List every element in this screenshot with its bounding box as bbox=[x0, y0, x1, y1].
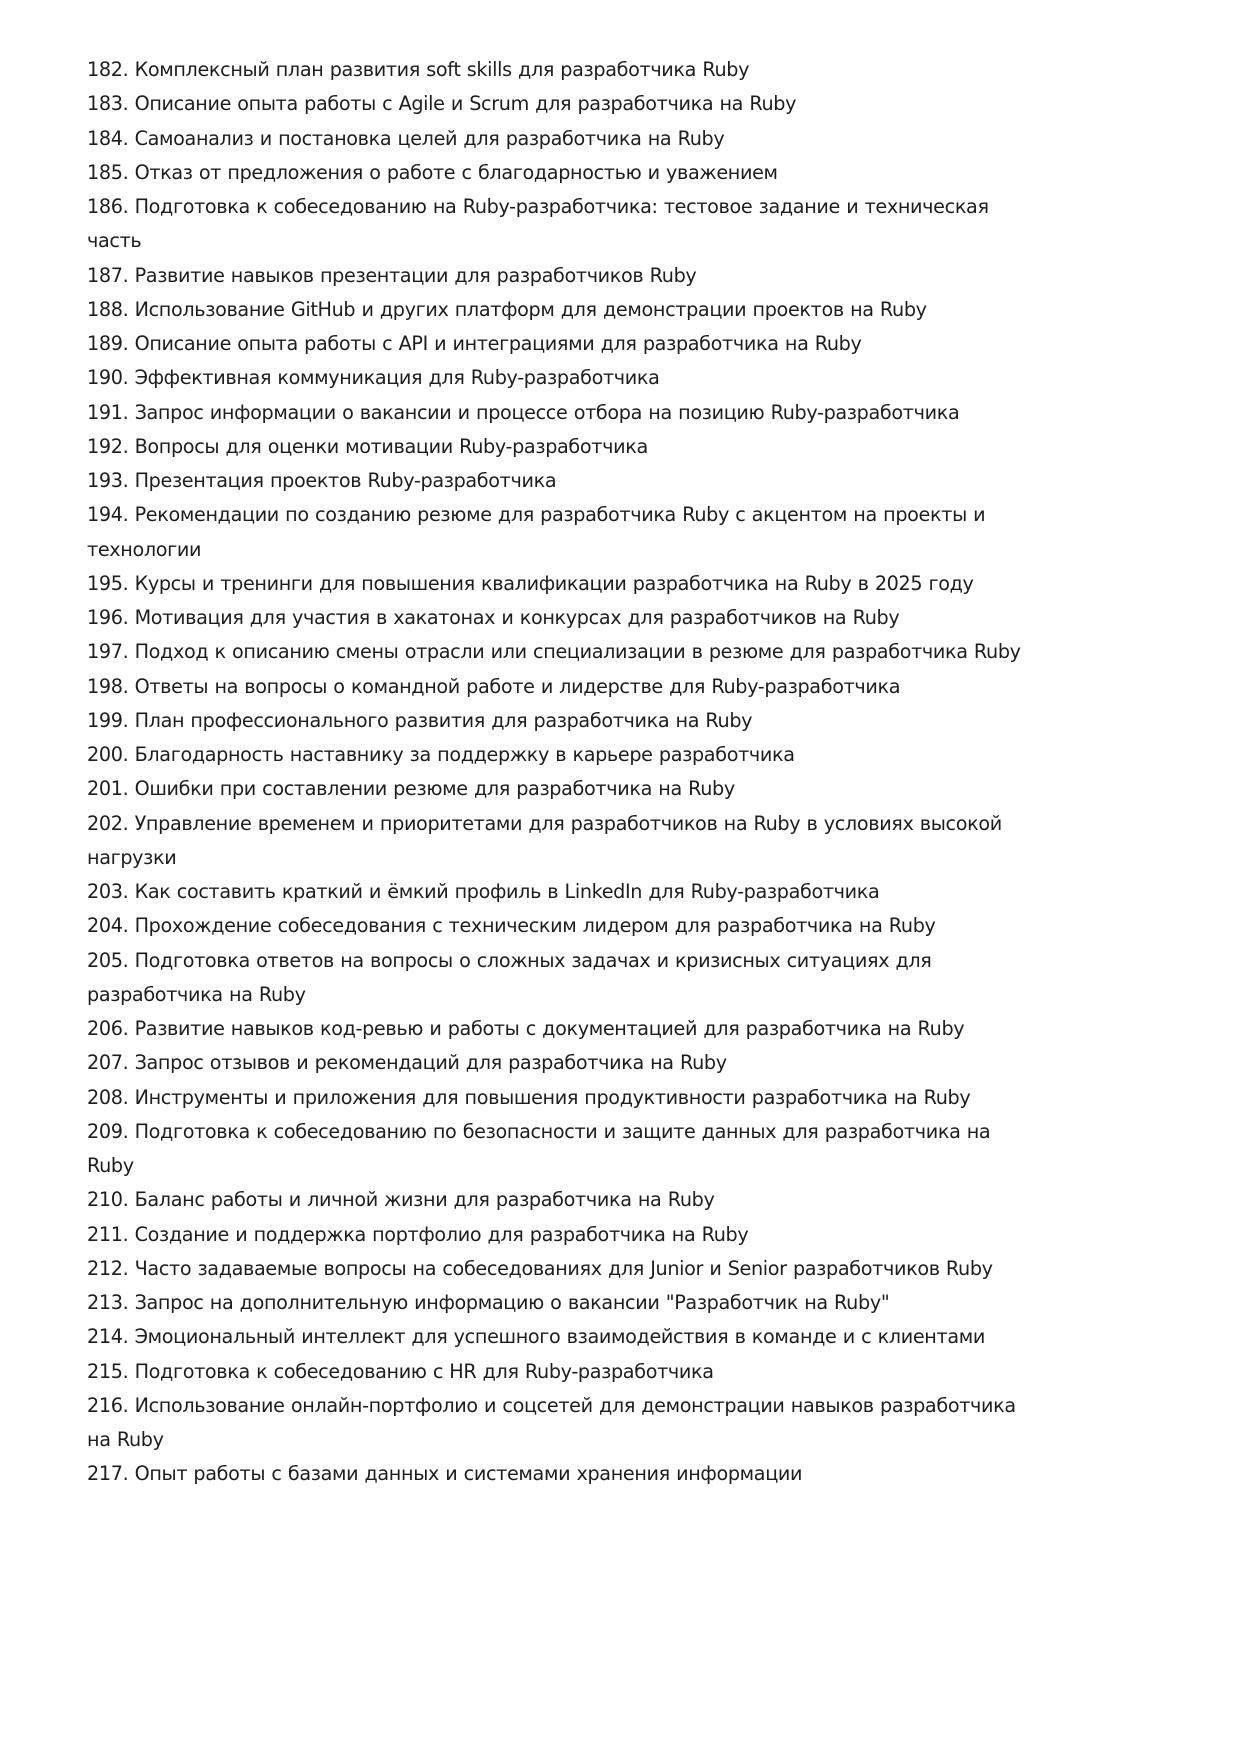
list-item bbox=[87, 704, 1027, 738]
item-number: 186. bbox=[87, 195, 129, 218]
item-text: Благодарность наставнику за поддержку в карьере разработчика bbox=[134, 743, 795, 766]
item-number: 209. bbox=[87, 1119, 129, 1143]
item-number: 216. bbox=[87, 1393, 129, 1417]
list-item bbox=[87, 53, 1027, 87]
item-text: Развитие навыков код-ревью и работы с документацией для разработчика на Ruby bbox=[134, 1017, 965, 1040]
list-item bbox=[87, 259, 1027, 293]
item-text: Подготовка к собеседованию по безопасности и защите данных для разработчика на Ruby bbox=[87, 1119, 991, 1177]
item-number: 207. bbox=[87, 1051, 129, 1075]
item-number: 191. bbox=[87, 400, 129, 424]
list-item bbox=[87, 670, 1027, 704]
list-item bbox=[87, 738, 1027, 772]
item-text: Описание опыта работы с Agile и Scrum для разработчика на Ruby bbox=[134, 92, 797, 116]
item-number: 183. bbox=[87, 92, 129, 116]
item-number: 206. bbox=[87, 1017, 129, 1040]
item-number: 189. bbox=[87, 332, 129, 355]
item-number: 200. bbox=[87, 743, 129, 766]
item-number: 194. bbox=[87, 503, 129, 527]
list-item bbox=[87, 1183, 1027, 1217]
item-number: 203. bbox=[87, 880, 129, 903]
item-text: Использование онлайн-портфолио и соцсетей для демонстрации навыков разработчика на Ruby bbox=[87, 1393, 1016, 1451]
list-item bbox=[87, 1081, 1027, 1115]
item-number: 192. bbox=[87, 434, 129, 458]
item-text: Запрос отзывов и рекомендаций для разработчика на Ruby bbox=[134, 1051, 727, 1075]
list-item bbox=[87, 807, 1027, 876]
item-number: 201. bbox=[87, 777, 129, 801]
item-number: 196. bbox=[87, 606, 129, 629]
item-text: Часто задаваемые вопросы на собеседованиях для Junior и Senior разработчиков Ruby bbox=[134, 1256, 993, 1280]
numbered-topic-list bbox=[87, 53, 1027, 1492]
item-text: Прохождение собеседования с техническим лидером для разработчика на Ruby bbox=[134, 914, 936, 938]
item-number: 212. bbox=[87, 1256, 129, 1280]
item-text: Рекомендации по созданию резюме для разработчика Ruby с акцентом на проекты и технологии bbox=[87, 503, 986, 561]
list-item bbox=[87, 1252, 1027, 1286]
item-text: Подготовка к собеседованию на Ruby-разработчика: тестовое задание и техническая часть bbox=[87, 195, 989, 253]
item-text: Вопросы для оценки мотивации Ruby-разработчика bbox=[134, 434, 648, 458]
list-item bbox=[87, 909, 1027, 943]
document-page bbox=[87, 53, 1027, 1492]
item-text: Эмоциональный интеллект для успешного взаимодействия в команде и с клиентами bbox=[134, 1325, 985, 1349]
item-number: 184. bbox=[87, 126, 129, 150]
list-item bbox=[87, 875, 1027, 909]
item-text: План профессионального развития для разработчика на Ruby bbox=[134, 708, 753, 732]
list-item bbox=[87, 567, 1027, 601]
item-text: Инструменты и приложения для повышения продуктивности разработчика на Ruby bbox=[134, 1085, 971, 1109]
item-text: Описание опыта работы с API и интеграциями для разработчика на Ruby bbox=[134, 332, 862, 355]
item-number: 190. bbox=[87, 366, 129, 390]
item-number: 188. bbox=[87, 297, 129, 321]
list-item bbox=[87, 190, 1027, 259]
item-number: 204. bbox=[87, 914, 129, 938]
item-number: 205. bbox=[87, 948, 129, 972]
list-item bbox=[87, 1355, 1027, 1389]
item-number: 211. bbox=[87, 1222, 129, 1246]
item-text: Создание и поддержка портфолио для разработчика на Ruby bbox=[134, 1222, 749, 1246]
item-number: 217. bbox=[87, 1462, 129, 1486]
list-item bbox=[87, 293, 1027, 327]
list-item bbox=[87, 327, 1027, 361]
item-text: Ответы на вопросы о командной работе и лидерстве для Ruby-разработчика bbox=[134, 674, 901, 698]
item-text: Запрос на дополнительную информацию о вакансии "Разработчик на Ruby" bbox=[134, 1291, 890, 1314]
item-text: Мотивация для участия в хакатонах и конкурсах для разработчиков на Ruby bbox=[134, 606, 900, 629]
list-item bbox=[87, 1218, 1027, 1252]
item-text: Опыт работы с базами данных и системами хранения информации bbox=[134, 1462, 803, 1486]
item-text: Запрос информации о вакансии и процессе отбора на позицию Ruby-разработчика bbox=[134, 400, 960, 424]
item-text: Использование GitHub и других платформ для демонстрации проектов на Ruby bbox=[134, 297, 927, 321]
list-item bbox=[87, 430, 1027, 464]
list-item bbox=[87, 601, 1027, 635]
item-number: 202. bbox=[87, 811, 129, 835]
item-text: Курсы и тренинги для повышения квалификации разработчика на Ruby в 2025 году bbox=[134, 571, 974, 595]
item-text: Подготовка к собеседованию с HR для Ruby-разработчика bbox=[134, 1359, 714, 1383]
item-number: 208. bbox=[87, 1085, 129, 1109]
list-item bbox=[87, 498, 1027, 567]
list-item bbox=[87, 87, 1027, 121]
item-number: 197. bbox=[87, 640, 129, 664]
item-text: Как составить краткий и ёмкий профиль в LinkedIn для Ruby-разработчика bbox=[134, 880, 880, 903]
list-item bbox=[87, 1389, 1027, 1458]
item-number: 182. bbox=[87, 58, 129, 81]
item-text: Развитие навыков презентации для разработчиков Ruby bbox=[134, 263, 697, 287]
item-text: Управление временем и приоритетами для разработчиков на Ruby в условиях высокой нагрузки bbox=[87, 811, 1002, 869]
list-item bbox=[87, 464, 1027, 498]
item-text: Презентация проектов Ruby-разработчика bbox=[134, 469, 557, 492]
list-item bbox=[87, 156, 1027, 190]
list-item bbox=[87, 361, 1027, 395]
item-number: 198. bbox=[87, 674, 129, 698]
list-item bbox=[87, 1457, 1027, 1491]
item-text: Самоанализ и постановка целей для разработчика на Ruby bbox=[134, 126, 725, 150]
item-number: 195. bbox=[87, 571, 129, 595]
list-item bbox=[87, 1115, 1027, 1184]
item-number: 193. bbox=[87, 469, 129, 492]
item-number: 187. bbox=[87, 263, 129, 287]
list-item bbox=[87, 635, 1027, 669]
item-number: 210. bbox=[87, 1188, 129, 1212]
item-number: 213. bbox=[87, 1291, 129, 1314]
item-text: Эффективная коммуникация для Ruby-разработчика bbox=[134, 366, 660, 390]
item-number: 185. bbox=[87, 160, 129, 184]
item-number: 215. bbox=[87, 1359, 129, 1383]
item-text: Отказ от предложения о работе с благодарностью и уважением bbox=[134, 160, 778, 184]
item-text: Баланс работы и личной жизни для разработчика на Ruby bbox=[134, 1188, 715, 1212]
item-number: 199. bbox=[87, 708, 129, 732]
item-text: Подход к описанию смены отрасли или специализации в резюме для разработчика Ruby bbox=[134, 640, 1021, 664]
item-text: Ошибки при составлении резюме для разработчика на Ruby bbox=[134, 777, 735, 801]
list-item bbox=[87, 396, 1027, 430]
list-item bbox=[87, 944, 1027, 1013]
list-item bbox=[87, 1012, 1027, 1046]
list-item bbox=[87, 772, 1027, 806]
list-item bbox=[87, 1286, 1027, 1320]
item-number: 214. bbox=[87, 1325, 129, 1349]
list-item bbox=[87, 1046, 1027, 1080]
item-text: Комплексный план развития soft skills для разработчика Ruby bbox=[134, 58, 750, 81]
list-item bbox=[87, 1320, 1027, 1354]
item-text: Подготовка ответов на вопросы о сложных задачах и кризисных ситуациях для разработчика на Ruby bbox=[87, 948, 932, 1006]
list-item bbox=[87, 122, 1027, 156]
